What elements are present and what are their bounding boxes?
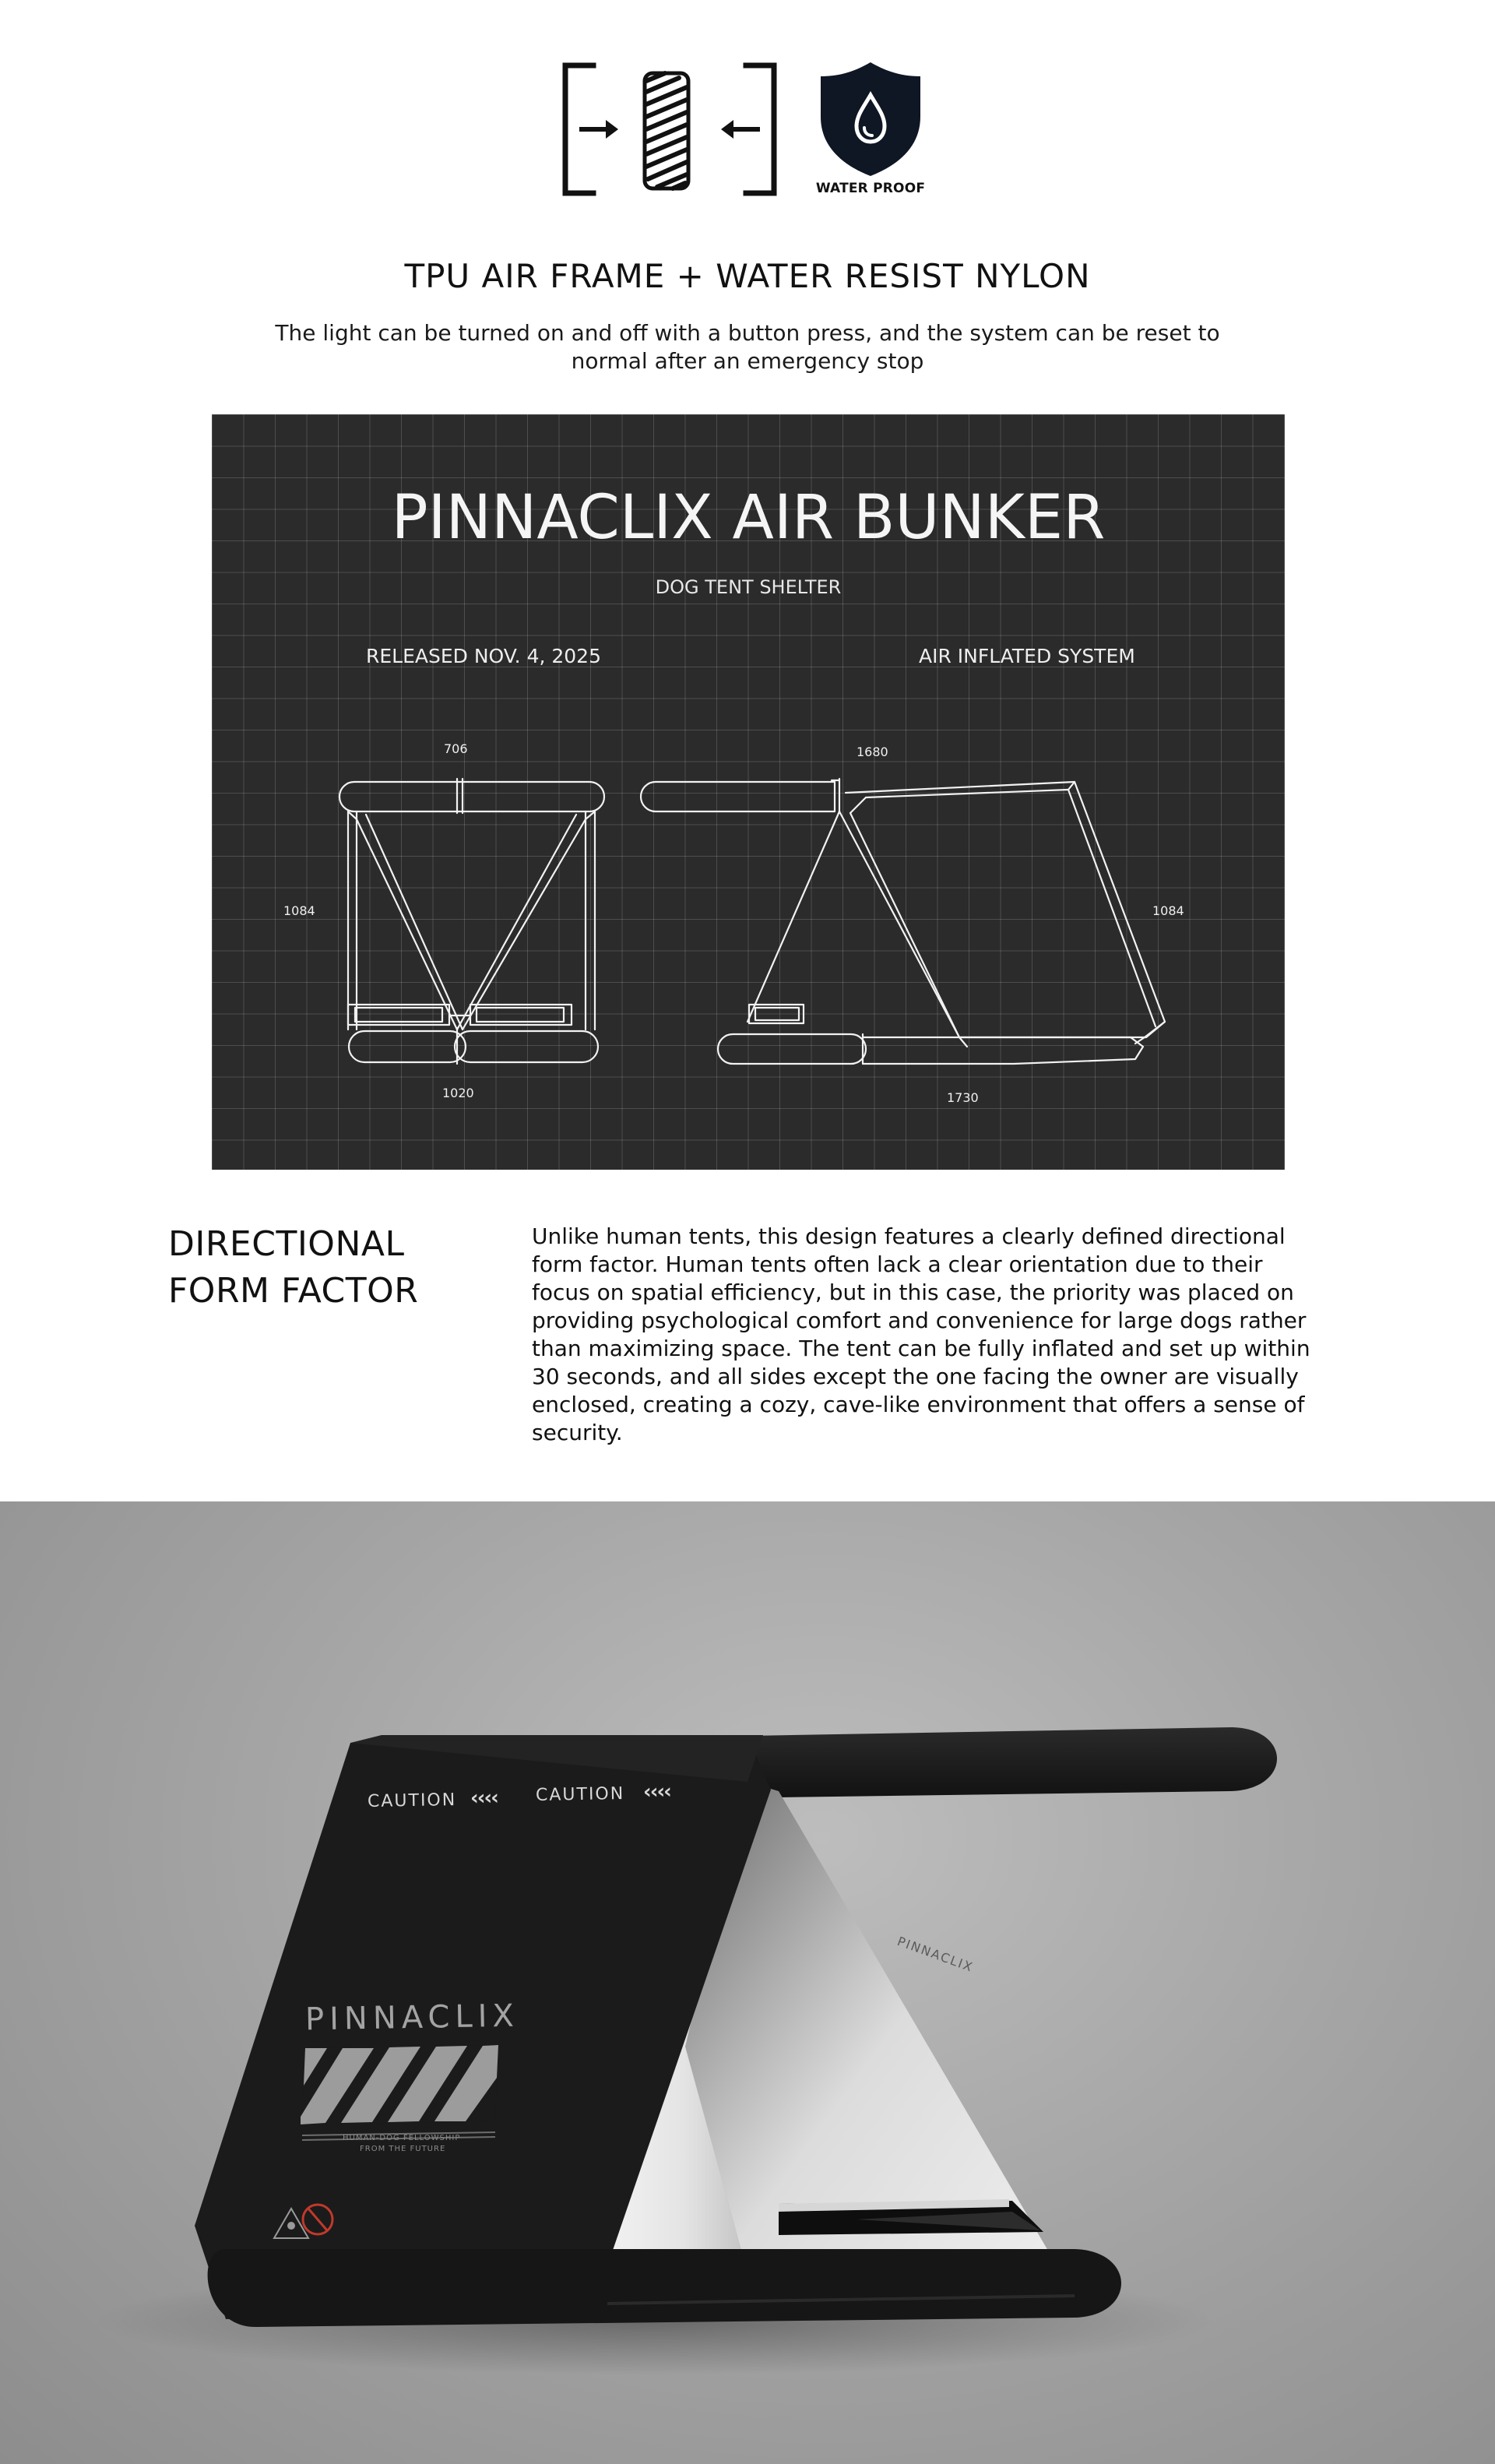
blueprint-title: PINNACLIX AIR BUNKER (391, 483, 1106, 553)
section-title-line1: DIRECTIONAL (168, 1224, 405, 1264)
system-label: AIR INFLATED SYSTEM (919, 645, 1135, 667)
blueprint-panel (212, 414, 1285, 1170)
hazard-stripes (301, 2045, 498, 2124)
waterproof-label: WATER PROOF (815, 181, 926, 196)
product-render (0, 1501, 1495, 2464)
page-subline: The light can be turned on and off with a button press, and the system can be reset to normal after an emergency stop (275, 320, 1220, 374)
release-date-label: RELEASED NOV. 4, 2025 (366, 645, 601, 667)
dim-side-height: 1084 (1152, 903, 1184, 918)
dim-front-height: 1084 (283, 903, 315, 918)
caution-label-2: CAUTION (535, 1784, 625, 1805)
section-body: Unlike human tents, this design features a clearly defined directional form factor. Human tents often lack a clear orientation due to their focus on spatial efficiency, but in this case, the priority was placed on providing psychological comfort and convenience for large dogs rather than maximizing space. The tent can be fully inflated and set up within 30 seconds, and all sides except the one facing the owner are visually enclosed, creating a cozy, cave-like environment that offers a sense of security. (532, 1223, 1310, 1445)
waterproof-shield-icon (819, 61, 922, 178)
feature-icons (0, 0, 1495, 234)
dim-front-width-top: 706 (444, 741, 468, 756)
caution-label-1: CAUTION (367, 1790, 457, 1811)
page-headline: TPU AIR FRAME + WATER RESIST NYLON (404, 257, 1091, 295)
chevron-icon-2: ‹‹‹‹ (642, 1779, 671, 1804)
dim-side-length-top: 1680 (857, 744, 888, 759)
brand-logo: PINNACLIX (304, 1998, 520, 2038)
compress-arrows-icon (562, 62, 777, 196)
tagline-line2: FROM THE FUTURE (360, 2145, 446, 2153)
blueprint-subtitle: DOG TENT SHELTER (655, 576, 842, 598)
dim-side-length-bottom: 1730 (947, 1090, 979, 1105)
side-brand-mark: PINNACLIX (895, 1934, 976, 1975)
chevron-icon-1: ‹‹‹‹ (470, 1786, 498, 1811)
section-title-line2: FORM FACTOR (168, 1271, 419, 1311)
tent-render-illustration (0, 1501, 1495, 2464)
section-title (168, 1221, 495, 1315)
dim-front-width-bottom: 1020 (442, 1086, 474, 1100)
tagline-line1: HUMAN-DOG FELLOWSHIP (343, 2134, 461, 2142)
